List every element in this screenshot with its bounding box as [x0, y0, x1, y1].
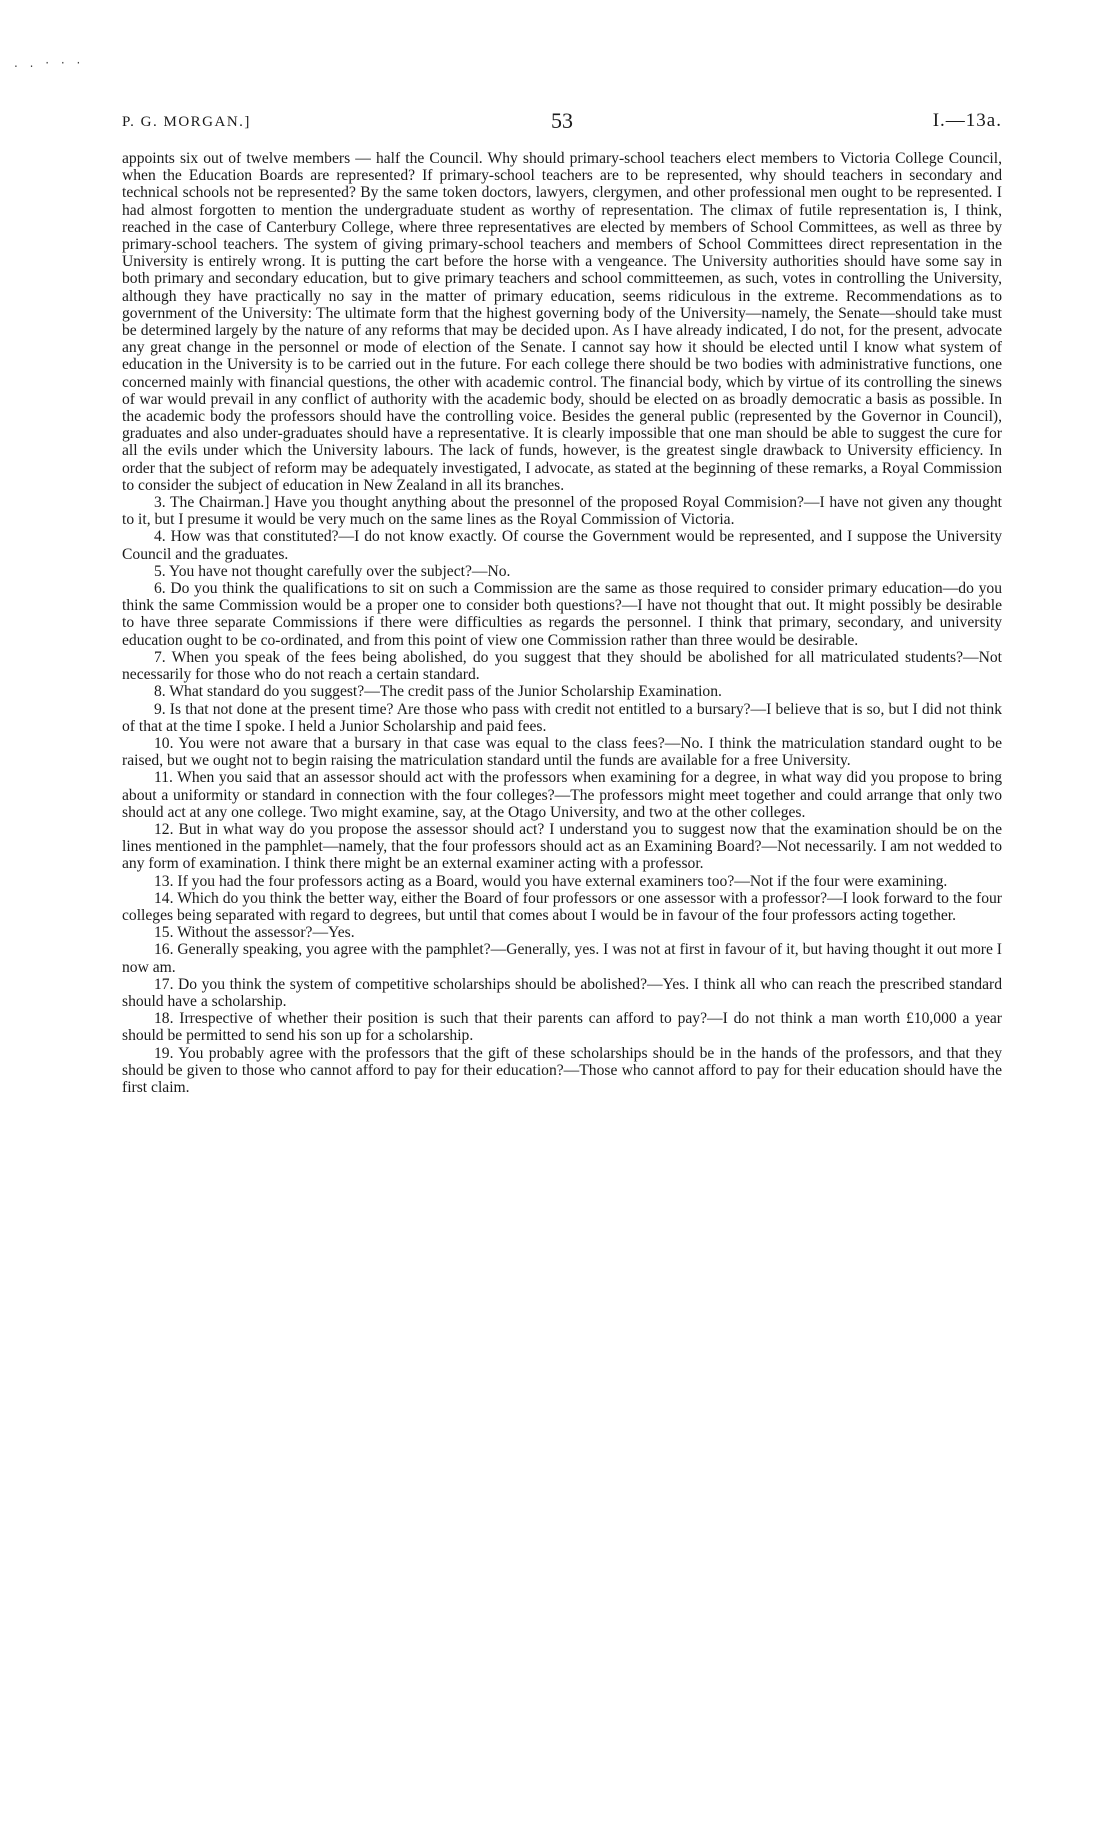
document-page	[122, 108, 1002, 1096]
running-header	[122, 108, 1002, 136]
question-13: 13. If you had the four professors acting as a Board, would you have external examiners too?—Not if the four were examining.	[154, 872, 948, 890]
question-10: 10. You were not aware that a bursary in that case was equal to the class fees?—No. I think the matriculation standard ought to be raised, but we ought not to begin raising the matriculation standard until the funds are available for a free University.	[122, 734, 1002, 770]
question-11: 11. When you said that an assessor should act with the professors when examining for a degree, in what way did you propose to bring about a uniformity or standard in connection with the four colleges?—The professors might meet together and could arrange that only two should act at any one college. Two might examine, say, at the Otago University, and two at the other colleges.	[122, 769, 1002, 821]
page-number: 53	[551, 108, 573, 133]
question-14: 14. Which do you think the better way, either the Board of four professors or one assessor with a professor?—I look forward to the four colleges being separated with regard to degrees, but until that comes about I would be in favour of the four professors acting together.	[122, 889, 1002, 924]
question-6: 6. Do you think the qualifications to sit on such a Commission are the same as those required to consider primary education—do you think the same Commission would be a proper one to consider both questions?—I have not thought that out. It might possibly be desirable to have three separate Commissions if there were difficulties as regards the personnel. I think that primary, secondary, and university education ought to be co-ordinated, and from this point of view one Commission rather than three would be desirable.	[122, 580, 1002, 649]
question-18: 18. Irrespective of whether their position is such that their parents can afford to pay?—I do not think a man worth £10,000 a year should be permitted to send his son up for a scholarship.	[122, 1010, 1002, 1045]
question-3: 3. The Chairman.] Have you thought anything about the presonnel of the proposed Royal Commision?—I have not given any thought to it, but I presume it would be very much on the same lines as the Royal Commission of Victoria.	[122, 494, 1002, 529]
witness-name: P. G. MORGAN.]	[122, 114, 251, 130]
question-5: 5. You have not thought carefully over the subject?—No.	[154, 562, 511, 580]
document-body	[122, 150, 1002, 1096]
paper-reference: I.—13a.	[932, 110, 1002, 131]
question-17: 17. Do you think the system of competitive scholarships should be abolished?—Yes. I think all who can reach the prescribed standard should have a scholarship.	[122, 975, 1002, 1010]
question-12: 12. But in what way do you propose the assessor should act? I understand you to suggest now that the examination should be on the lines mentioned in the pamphlet—namely, that the four professors should act as an Examining Board?—Not necessarily. I am not wedded to any form of examination. I think there might be an external examiner acting with a professor.	[122, 820, 1002, 873]
paragraph-continuation: appoints six out of twelve members — half the Council. Why should primary-school teachers elect members to Victoria College Council, when the Education Boards are represented? If primary-school teachers are to be represented, why should teachers in secondary and technical schools not be represented? By the same token doctors, lawyers, clergymen, and other professional men ought to be represented. I had almost forgotten to mention the undergraduate student as worthy of representation. The climax of futile representation is, I think, reached in the case of Canterbury College, where three representatives are elected by members of School Committees, as well as three by primary-school teachers. The system of giving primary-school teachers and members of School Committees direct representation in the University is entirely wrong. It is putting the cart before the horse with a vengeance. The University authorities should have some say in both primary and secondary education, but to give primary teachers and school committeemen, as such, votes in controlling the University, although they have practically no say in the matter of primary education, seems ridiculous in the extreme. Recommendations as to government of the University: The ultimate form that the highest governing body of the University—namely, the Senate—should take must be determined largely by the nature of any reforms that may be decided upon. As I have already indicated, I do not, for the present, advocate any great change in the personnel or mode of election of the Senate. I cannot say how it should be elected until I know what system of education in the University is to be carried out in the future. For each college there should be two bodies with administrative functions, one concerned mainly with financial questions, the other with academic control. The financial body, which by virtue of its controlling the sinews of war would prevail in any conflict of authority with the academic body, should be elected on as broadly democratic a basis as possible. In the academic body the professors should have the controlling voice. Besides the general public (represented by the Governor in Council), graduates and also under-graduates should have a representative. It is clearly impossible that one man should be able to suggest the cure for all the evils under which the University labours. The lack of funds, however, is the greatest single drawback to University efficiency. In order that the subject of reform may be adequately investigated, I advocate, as stated at the beginning of these remarks, a Royal Commission to consider the subject of education in New Zealand in all its branches.	[122, 150, 1002, 494]
question-7: 7. When you speak of the fees being abolished, do you suggest that they should be abolished for all matriculated students?—Not necessarily for those who do not reach a certain standard.	[122, 648, 1002, 684]
question-15: 15. Without the assessor?—Yes.	[154, 924, 355, 942]
question-8: 8. What standard do you suggest?—The credit pass of the Junior Scholarship Examination.	[154, 683, 722, 701]
question-4: 4. How was that constituted?—I do not know exactly. Of course the Government would be represented, and I suppose the University Council and the graduates.	[122, 528, 1002, 563]
question-16: 16. Generally speaking, you agree with the pamphlet?—Generally, yes. I was not at first in favour of it, but having thought it out more I now am.	[122, 941, 1002, 976]
question-19: 19. You probably agree with the professors that the gift of these scholarships should be in the hands of the professors, and that they should be given to those who cannot afford to pay for their education?—Those who cannot afford to pay for their education should have the first claim.	[122, 1044, 1002, 1096]
question-9: 9. Is that not done at the present time? Are those who pass with credit not entitled to a bursary?—I believe that is so, but I did not think of that at the time I spoke. I held a Junior Scholarship and paid fees.	[122, 700, 1002, 735]
page-specks: . . · · ·	[14, 56, 85, 70]
